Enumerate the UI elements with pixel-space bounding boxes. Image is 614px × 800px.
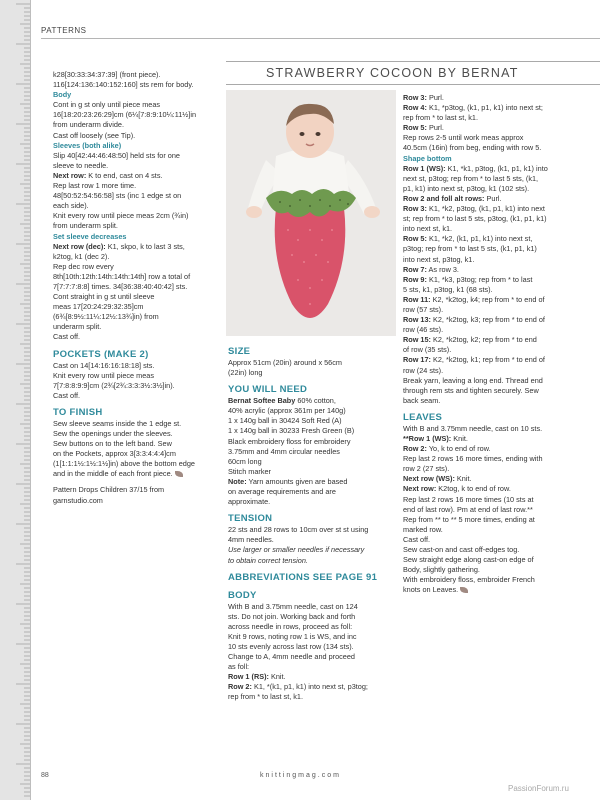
line-text: 1 x 140g ball in 30424 Soft Red (A) xyxy=(228,416,342,426)
line-text: With B and 3.75mm needle, cast on 124 xyxy=(228,601,358,611)
line-text: marked row. xyxy=(403,524,443,534)
line-text: 7[7:7:7:8:8] times. 34[36:38:40:40:42] sts. xyxy=(53,281,188,291)
text-line xyxy=(403,535,601,545)
line-text: Knit. xyxy=(268,672,286,682)
section-heading xyxy=(228,513,398,525)
row-label: Row 4: xyxy=(403,103,427,113)
text-line xyxy=(403,315,601,325)
line-text: approximate. xyxy=(228,497,271,507)
text-line xyxy=(53,282,221,292)
line-text: K1, *k1, p3tog, (k1, p1, k1) into xyxy=(445,163,548,173)
line-text: Rep last 2 rows 16 more times (10 sts at xyxy=(403,494,534,504)
line-text: Knit. xyxy=(451,434,468,443)
line-text: 40.5cm (16in) from beg, ending with row 5. xyxy=(403,143,542,153)
text-line xyxy=(403,133,601,143)
line-text: garnstudio.com xyxy=(53,495,103,505)
text-line xyxy=(53,459,221,469)
text-line xyxy=(228,447,398,457)
text-line xyxy=(228,652,398,662)
line-text: With B and 3.75mm needle, cast on 10 sts. xyxy=(403,423,543,433)
text-line xyxy=(403,275,601,285)
line-text: to obtain correct tension. xyxy=(228,555,308,565)
text-line xyxy=(228,642,398,652)
line-text: Rep dec row every xyxy=(53,261,114,271)
line-text: K1, *k2, p3tog, (k1, p1, k1) into next xyxy=(426,204,545,214)
text-line xyxy=(228,662,398,672)
text-line xyxy=(228,535,398,545)
line-text: and in the middle of each front piece. xyxy=(53,469,173,479)
line-text: Slip 40[42:44:46:48:50] held sts for one xyxy=(53,150,180,160)
middle-column xyxy=(228,346,398,703)
line-text: 22 sts and 28 rows to 10cm over st st using xyxy=(228,525,369,535)
text-line xyxy=(53,312,221,322)
line-text: Change to A, 4mm needle and proceed xyxy=(228,652,355,662)
text-line xyxy=(53,100,221,110)
line-text: 1 x 140g ball in 30233 Fresh Green (B) xyxy=(228,426,355,436)
text-line xyxy=(403,565,601,575)
text-line xyxy=(228,437,398,447)
line-text: sleeve to needle. xyxy=(53,160,109,170)
text-line xyxy=(53,381,221,391)
text-line xyxy=(403,204,601,214)
text-line xyxy=(403,194,601,204)
text-line xyxy=(403,214,601,224)
line-text: Rep last row 1 more time. xyxy=(53,181,137,191)
text-line xyxy=(403,515,601,525)
line-text: Set sleeve decreases xyxy=(53,231,127,241)
line-text: of row (35 sts). xyxy=(403,345,452,355)
line-text: Approx 51cm (20in) around x 56cm xyxy=(228,358,342,367)
line-text: Cast off loosely (see Tip). xyxy=(53,130,136,140)
row-label: Row 5: xyxy=(403,123,427,133)
line-text: end of last row). Pm at end of last row.** xyxy=(403,504,533,514)
line-text: Yarn amounts given are based xyxy=(246,476,348,486)
line-text: 10 sts evenly across last row (134 sts). xyxy=(228,641,354,651)
line-text: TO FINISH xyxy=(53,406,103,418)
text-line xyxy=(403,345,601,355)
line-text: Cast off. xyxy=(403,534,431,544)
row-label: Row 5: xyxy=(403,234,427,244)
line-text: Rep rows 2-5 until work meas approx xyxy=(403,133,524,143)
text-line xyxy=(403,505,601,515)
row-label: Row 13: xyxy=(403,315,431,325)
leaf-end-icon xyxy=(460,587,468,593)
line-text: into next st, k1. xyxy=(403,224,453,234)
row-label: Row 17: xyxy=(403,355,431,365)
row-label: Row 7: xyxy=(403,264,427,274)
sub-heading xyxy=(53,232,221,242)
header-divider xyxy=(41,38,600,39)
text-line xyxy=(53,449,221,459)
text-line xyxy=(53,496,221,506)
line-text: Shape bottom xyxy=(403,153,452,163)
line-text: Purl. xyxy=(426,93,444,102)
italic-note xyxy=(228,545,398,555)
line-text: rep from * to last st, k1. xyxy=(228,692,304,702)
line-text: Sew straight edge along cast-on edge of xyxy=(403,555,534,565)
line-text: As row 3. xyxy=(426,264,459,274)
line-text: Black embroidery floss for embroidery xyxy=(228,436,351,446)
section-heading xyxy=(228,590,398,602)
text-line xyxy=(403,355,601,365)
line-text: row 2 (27 sts). xyxy=(403,464,450,474)
text-line xyxy=(403,224,601,234)
line-text: on the Pockets, approx 3[3:3:4:4:4]cm xyxy=(53,449,176,459)
footer-website: knittingmag.com xyxy=(260,772,341,779)
text-line xyxy=(53,131,221,141)
line-text: Sew sleeve seams inside the 1 edge st. xyxy=(53,418,182,428)
line-text: Knit every row until piece meas 2cm (¾in) xyxy=(53,211,189,221)
text-line xyxy=(228,692,398,702)
text-line xyxy=(403,174,601,184)
line-text: Break yarn, leaving a long end. Thread end xyxy=(403,375,543,385)
text-line xyxy=(403,444,601,454)
line-text: meas 17[20:24:29:32:35]cm xyxy=(53,302,144,312)
text-line xyxy=(228,477,398,487)
text-line xyxy=(403,265,601,275)
text-line xyxy=(228,672,398,682)
section-heading xyxy=(228,346,398,358)
text-line xyxy=(228,358,398,368)
text-line xyxy=(228,426,398,436)
text-line xyxy=(403,305,601,315)
line-text: K2tog, k to end of row. xyxy=(436,484,511,494)
line-text: from underarm divide. xyxy=(53,120,124,130)
section-heading xyxy=(403,412,601,424)
text-line xyxy=(228,497,398,507)
row-label: Next row: xyxy=(403,484,437,494)
line-text: 7[7:8:8:9:9]cm (2¾[2¾:3:3:3½:3½]in). xyxy=(53,380,175,390)
text-line xyxy=(403,575,601,585)
text-line xyxy=(228,612,398,622)
line-text: Body, slightly gathering. xyxy=(403,565,480,575)
line-text: K1, *(k1, p1, k1) into next st, p3tog; xyxy=(251,682,368,692)
text-line xyxy=(403,555,601,565)
line-text: Sew buttons on to the left band. Sew xyxy=(53,439,172,449)
line-text: rep from * to last st, k1. xyxy=(403,113,479,123)
leaf-end-icon xyxy=(175,471,183,477)
line-text: LEAVES xyxy=(403,411,443,423)
line-text: 8th[10th:12th:14th:14th:14th] row a total of xyxy=(53,271,191,281)
row-label: Row 1 (WS): xyxy=(403,163,446,173)
line-text: ABBREVIATIONS SEE PAGE 91 xyxy=(228,571,378,583)
line-text: K2, *k2tog, k4; rep from * to end of xyxy=(430,294,545,304)
line-text: Sleeves (both alike) xyxy=(53,140,122,150)
text-line xyxy=(53,371,221,381)
row-label: Next row: xyxy=(53,170,87,180)
line-text: on average requirements and are xyxy=(228,487,336,497)
text-line xyxy=(53,242,221,252)
row-label: Note: xyxy=(228,476,247,486)
line-text: Rep last 2 rows 16 more times, ending with xyxy=(403,454,543,464)
text-line xyxy=(228,682,398,692)
section-heading xyxy=(53,349,221,361)
text-line xyxy=(228,406,398,416)
ruler-ticks xyxy=(0,0,30,800)
text-line xyxy=(403,103,601,113)
text-line xyxy=(53,110,221,120)
text-line xyxy=(53,171,221,181)
cocoon-illustration xyxy=(226,90,396,336)
text-line xyxy=(403,164,601,174)
text-line xyxy=(53,429,221,439)
line-text: Knit every row until piece meas xyxy=(53,370,154,380)
text-line xyxy=(403,255,601,265)
row-label: Row 15: xyxy=(403,335,431,345)
line-text: 60% cotton, xyxy=(295,396,336,406)
line-text: k28[30:33:34:37:39] (front piece). xyxy=(53,70,161,79)
line-text: Knit. xyxy=(454,474,472,484)
text-line xyxy=(403,396,601,406)
text-line xyxy=(403,495,601,505)
section-heading xyxy=(53,407,221,419)
line-text: K2, *k2tog, k1; rep from * to end of xyxy=(430,355,545,365)
line-text: row (24 sts). xyxy=(403,365,444,375)
text-line xyxy=(53,221,221,231)
text-line xyxy=(403,244,601,254)
text-line xyxy=(403,464,601,474)
section-heading xyxy=(228,572,398,584)
row-label: Next row (WS): xyxy=(403,474,455,484)
text-line xyxy=(403,234,601,244)
line-text: row (57 sts). xyxy=(403,304,444,314)
line-text: next st, p3tog; rep from * to last 5 sts, (k1, xyxy=(403,173,539,183)
text-line xyxy=(228,525,398,535)
line-text: 4mm needles. xyxy=(228,535,274,545)
text-line xyxy=(53,391,221,401)
text-line xyxy=(53,161,221,171)
text-line xyxy=(403,585,601,595)
text-line xyxy=(53,302,221,312)
text-line xyxy=(53,80,221,90)
section-label: PATTERNS xyxy=(41,26,87,35)
text-line xyxy=(53,181,221,191)
text-line xyxy=(403,93,601,103)
text-line xyxy=(53,70,221,80)
text-line xyxy=(53,272,221,282)
text-line xyxy=(53,419,221,429)
line-text: Cont straight in g st until sleeve xyxy=(53,292,155,302)
row-label: **Row 1 (WS): xyxy=(403,434,452,443)
text-line xyxy=(228,457,398,467)
line-text: 5 sts, k1, p3tog, k1 (68 sts). xyxy=(403,284,493,294)
line-text: K1, *p3tog, (k1, p1, k1) into next st; xyxy=(426,103,543,113)
text-line xyxy=(403,123,601,133)
line-text: sts. Do not join. Working back and forth xyxy=(228,611,356,621)
row-label: Row 2 and foll alt rows: xyxy=(403,193,485,203)
text-line xyxy=(53,201,221,211)
line-text: POCKETS (MAKE 2) xyxy=(53,348,149,360)
text-line xyxy=(53,439,221,449)
left-column xyxy=(53,70,221,506)
text-line xyxy=(53,292,221,302)
text-line xyxy=(403,434,601,444)
line-text: Pattern Drops Children 37/15 from xyxy=(53,485,165,495)
text-line xyxy=(403,545,601,555)
text-line xyxy=(228,396,398,406)
line-text: 60cm long xyxy=(228,456,262,466)
line-text: p1, k1) into next st, p3tog, k1 (102 sts). xyxy=(403,183,530,193)
line-text: row (46 sts). xyxy=(403,325,444,335)
text-line xyxy=(403,184,601,194)
line-text: (1[1:1:1½:1½:1½]in) above the bottom edge xyxy=(53,459,195,469)
text-line xyxy=(403,424,601,434)
line-text: K2, *k2tog, k3; rep from * to end of xyxy=(430,315,545,325)
baby-cocoon-photo xyxy=(226,90,396,336)
line-text: 40% acrylic (approx 361m per 140g) xyxy=(228,406,346,416)
text-line xyxy=(403,366,601,376)
line-text: BODY xyxy=(228,589,257,601)
line-text: K2, *k2tog, k2; rep from * to end xyxy=(430,335,537,345)
row-label: Row 2: xyxy=(228,682,252,692)
text-line xyxy=(403,376,601,386)
line-text: K1, *k3, p3tog; rep from * to last xyxy=(426,274,533,284)
right-column xyxy=(403,93,601,596)
row-label: Row 3: xyxy=(403,204,427,214)
line-text: Cast off. xyxy=(53,332,81,342)
line-text: Body xyxy=(53,90,72,100)
text-line xyxy=(403,325,601,335)
text-line xyxy=(228,487,398,497)
row-label: Row 9: xyxy=(403,274,427,284)
row-label: Row 3: xyxy=(403,93,427,102)
text-line xyxy=(53,332,221,342)
text-line xyxy=(228,416,398,426)
line-text: across needle in rows, proceed as foll: xyxy=(228,621,353,631)
italic-note xyxy=(228,556,398,566)
line-text: K to end, cast on 4 sts. xyxy=(86,170,163,180)
text-line xyxy=(228,368,398,378)
pattern-title-box xyxy=(226,61,600,85)
line-text: Rep from ** to ** 5 more times, ending at xyxy=(403,514,535,524)
line-text: underarm split. xyxy=(53,322,102,332)
line-text: into next st, p3tog, k1. xyxy=(403,254,475,264)
line-text: Cast off. xyxy=(53,390,81,400)
line-text: Cast on 14[14:16:16:18:18] sts. xyxy=(53,360,155,370)
text-line xyxy=(53,191,221,201)
pattern-title: STRAWBERRY COCOON BY BERNAT xyxy=(266,66,519,80)
line-text: st; rep from * to last 5 sts, p3tog, (k1, p1, k1) xyxy=(403,214,547,224)
line-text: (6¾[8:9½:11¼:12½:13¾]in) from xyxy=(53,312,159,322)
line-text: Purl. xyxy=(484,193,502,203)
text-line xyxy=(403,335,601,345)
text-line xyxy=(228,632,398,642)
line-text: (22in) long xyxy=(228,368,263,378)
line-text: 116[124:136:140:152:160] sts rem for body. xyxy=(53,80,194,90)
row-label: Row 11: xyxy=(403,294,431,304)
line-text: 16[18:20:23:26:29]cm (6¼[7:8:9:10¼:11½]in xyxy=(53,110,197,120)
row-label: Next row (dec): xyxy=(53,241,106,251)
text-line xyxy=(53,252,221,262)
line-text: Cont in g st only until piece meas xyxy=(53,100,161,110)
line-text: K1, *k2, (k1, p1, k1) into next st, xyxy=(426,234,533,244)
text-line xyxy=(403,113,601,123)
watermark-text: PassionForum.ru xyxy=(508,784,569,793)
text-line xyxy=(403,386,601,396)
line-text: each side). xyxy=(53,201,89,211)
line-text: Sew cast-on and cast off-edges tog. xyxy=(403,545,520,555)
line-text: back seam. xyxy=(403,395,441,405)
text-line xyxy=(403,143,601,153)
text-line xyxy=(403,295,601,305)
text-line xyxy=(53,120,221,130)
line-text: k2tog, k1 (dec 2). xyxy=(53,251,110,261)
sub-heading xyxy=(403,154,601,164)
section-heading xyxy=(228,384,398,396)
sub-heading xyxy=(53,141,221,151)
line-text: 48[50:52:54:56:58] sts (inc 1 edge st on xyxy=(53,191,182,201)
line-text: Use larger or smaller needles if necessary xyxy=(228,545,365,555)
text-line xyxy=(53,262,221,272)
text-line xyxy=(403,474,601,484)
row-label: Row 2: xyxy=(403,444,427,454)
text-line xyxy=(403,285,601,295)
line-text: from underarm split. xyxy=(53,221,118,231)
line-text: through rem sts and tighten securely. Sew xyxy=(403,385,539,395)
sub-heading xyxy=(53,90,221,100)
line-text: Yo, k to end of row. xyxy=(426,444,491,454)
line-text: SIZE xyxy=(228,346,251,357)
line-text: YOU WILL NEED xyxy=(228,384,308,396)
line-text: K1, skpo, k to last 3 sts, xyxy=(105,241,185,251)
row-label: Row 1 (RS): xyxy=(228,672,269,682)
text-line xyxy=(228,622,398,632)
page-number: 88 xyxy=(41,772,49,779)
line-text: Knit 9 rows, noting row 1 is WS, and inc xyxy=(228,631,357,641)
measuring-ruler xyxy=(0,0,31,800)
text-line xyxy=(53,151,221,161)
text-line xyxy=(53,469,221,479)
text-line xyxy=(53,322,221,332)
line-text: as foll: xyxy=(228,662,250,672)
text-line xyxy=(403,484,601,494)
line-text: p3tog; rep from * to last 5 sts, (k1, p1, k1) xyxy=(403,244,537,254)
text-line xyxy=(53,361,221,371)
line-text: knots on Leaves. xyxy=(403,585,459,595)
text-line xyxy=(403,454,601,464)
text-line xyxy=(53,211,221,221)
text-line xyxy=(228,602,398,612)
line-text: Stitch marker xyxy=(228,466,271,476)
text-line xyxy=(228,467,398,477)
text-line xyxy=(53,485,221,495)
line-text: Purl. xyxy=(426,123,444,133)
row-label: Bernat Softee Baby xyxy=(228,396,296,406)
line-text: TENSION xyxy=(228,513,273,525)
text-line xyxy=(403,525,601,535)
line-text: Sew the openings under the sleeves. xyxy=(53,429,173,438)
line-text: With embroidery floss, embroider French xyxy=(403,575,535,585)
line-text: 3.75mm and 4mm circular needles xyxy=(228,446,340,456)
